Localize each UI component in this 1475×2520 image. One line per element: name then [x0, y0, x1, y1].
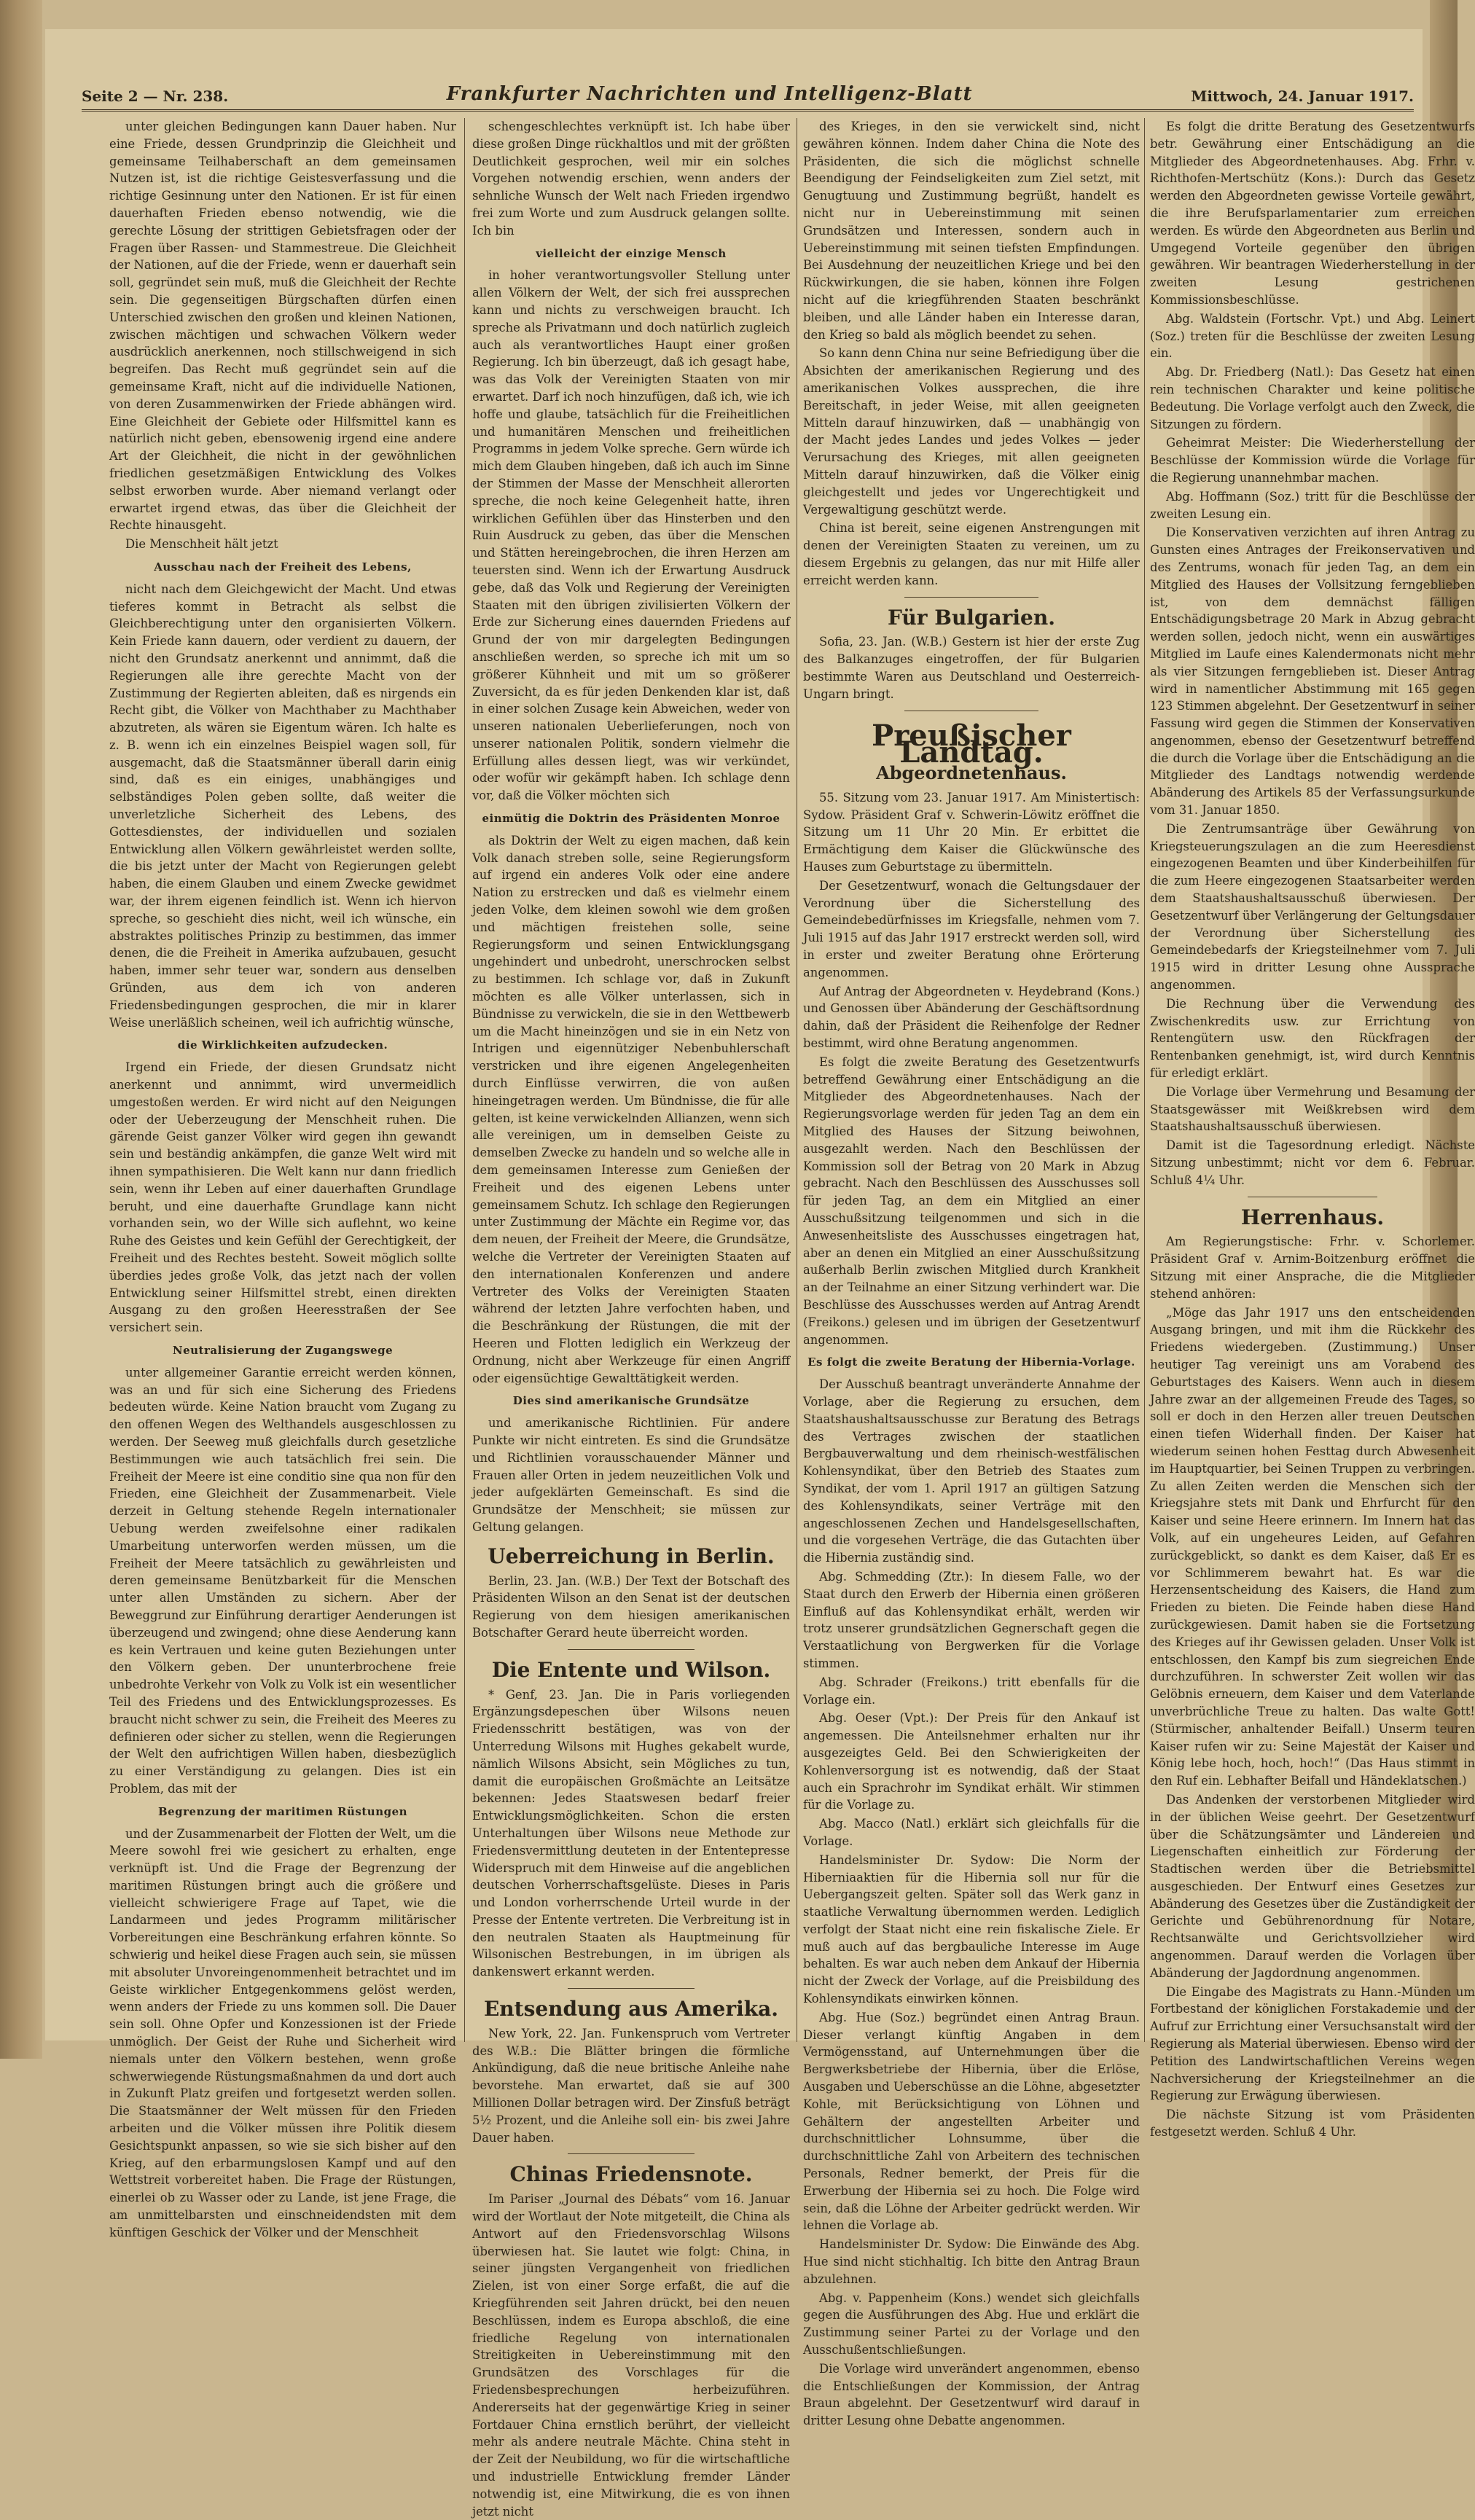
- section-headline: Preußischer Landtag.: [872, 718, 1071, 770]
- paragraph: Sofia, 23. Jan. (W.B.) Gestern ist hier der erste Zug des Balkanzuges eingetroffen, der für Bulgarien bestimmte Waren aus Deutschland und Oesterreich-Ungarn bringt.: [803, 635, 1140, 701]
- article-headline: Entsendung aus Amerika.: [483, 1997, 779, 2022]
- subheading: Neutralisierung der Zugangswege: [172, 1343, 394, 1357]
- subheading: Begrenzung der maritimen Rüstungen: [157, 1804, 408, 1818]
- paragraph: Die Eingabe des Magistrats zu Hann.-Münden um Fortbestand der königlichen Forstakademie und der Aufruf zur Errichtung einer Versuchsanstalt wird der Regierung als Material überwiesen. Ebenso wird der Petition des Landwirtschaftlichen Vereins wegen Nachversicherung der Kriegsteilnehmer an die Regierung zur Erwägung überwiesen.: [1150, 1984, 1475, 2103]
- article-headline: Herrenhaus.: [1240, 1205, 1385, 1229]
- paragraph: Die Rechnung über die Verwendung des Zwischenkredits usw. zur Errichtung von Rentengütern usw. den Rückfragen der Rentenbanken genehmigt, ist, wird durch Kenntnis für erledigt erklärt.: [1150, 996, 1475, 1081]
- paragraph: Der Gesetzentwurf, wonach die Geltungsdauer der Verordnung über die Sicherstellung des Gemeindebedürfnisses im Kriegsfalle, nehmen vom 7. Juli 1915 auf das Jahr 1917 erstreckt werden soll, wird in erster und zweiter Beratung ohne Erörterung angenommen.: [803, 878, 1140, 979]
- issue-date: Mittwoch, 24. Januar 1917.: [1191, 87, 1414, 105]
- paragraph: Berlin, 23. Jan. (W.B.) Der Text der Botschaft des Präsidenten Wilson an den Senat ist der deutschen Regierung von dem hiesigen amerikanischen Botschafter Gerard heute überreicht worden.: [472, 1573, 790, 1640]
- paragraph: Abg. Schrader (Freikons.) tritt ebenfalls für die Vorlage ein.: [803, 1675, 1140, 1707]
- divider: [568, 1649, 695, 1650]
- article-headline: Die Entente und Wilson.: [491, 1657, 771, 1682]
- paragraph: Die Vorlage wird unverändert angenommen, ebenso die Entschließungen der Kommission, der Antrag Braun abgelehnt. Der Gesetzentwurf wird darauf in dritter Lesung ohne Debatte angenommen.: [803, 2361, 1140, 2428]
- newspaper-page: [45, 29, 1475, 2519]
- paragraph: Der Ausschuß beantragt unveränderte Annahme der Vorlage, aber die Regierung zu ersuchen, dem Staatshaushaltsausschusse zur Beratung des Betrags des Vertrages zwischen der staatlichen Bergbauverwaltung und dem rheinisch-westfälischen Kohlensyndikat, über den Betrieb des Staates zum Syndikat, der vom 1. April 1917 an gültigen Satzung des Kohlensyndikats, seiner Verträge mit den angeschlossenen Zechen und Handelsgesellschaften, und die vorgesehen Verträge, die das Gutachten über die Hibernia zuständig sind.: [803, 1377, 1140, 1565]
- paragraph: Damit ist die Tagesordnung erledigt. Nächste Sitzung unbestimmt; nicht vor dem 6. Februar. Schluß 4¼ Uhr.: [1150, 1138, 1475, 1187]
- paragraph: in hoher verantwortungsvoller Stellung unter allen Völkern der Welt, der sich frei aussprechen kann und nichts zu verschweigen braucht. Ich spreche als Privatmann und doch natürlich zugleich auch als verantwortliches Haupt einer großen Regierung. Ich bin überzeugt, daß ich gesagt habe, was das Volk der Vereinigten Staaten von mir erwartet. Darf ich noch hinzufügen, daß ich, wie ich hoffe und glaube, tatsächlich für die Freiheitlichen und humanitären Menschen und freiheitlichen Programms in jedem Volke spreche. Gern würde ich mich dem Glauben hingeben, daß ich auch im Sinne der Stimmen der Masse der Menschheit allerorten spreche, die noch keine Gelegenheit hatte, ihren wirklichen Gefühlen über das Hinsterben und den Ruin Ausdruck zu geben, das über die Menschen und Stätten hereingebrochen, die ihren Herzen am teuersten sind. Wenn ich der Erwartung Ausdruck gebe, daß das Volk und Regierung der Vereinigten Staaten mit den übrigen zivilisierten Völkern der Erde zur Sicherung eines dauernden Friedens auf Grund der von mir dargelegten Bedingungen anschließen werden, so spreche ich mit um so größerer Kühnheit und mit um so größerer Zuversicht, da es für jeden Denkenden klar ist, daß in einer solchen Zusage kein Abweichen, weder von unseren nationalen Ueberlieferungen, noch von unserer nationalen Politik, sondern vielmehr die Erfüllung alles dessen liegt, was wir verkündet, oder wofür wir gekämpft haben. Ich schlage denn vor, daß die Völker möchten sich: [472, 268, 790, 803]
- paragraph: und amerikanische Richtlinien. Für andere Punkte wir nicht eintreten. Es sind die Grundsätze und Richtlinien vorausschauender Männer und Frauen aller Orten in jedem neuzeitlichen Volk und jeder aufgeklärten Gemeinschaft. Es sind die Grundsätze der Menschheit; sie müssen zur Geltung gelangen.: [472, 1416, 790, 1534]
- paragraph: Abg. Macco (Natl.) erklärt sich gleichfalls für die Vorlage.: [803, 1817, 1140, 1848]
- paragraph: Handelsminister Dr. Sydow: Die Einwände des Abg. Hue sind nicht stichhaltig. Ich bitte den Antrag Braun abzulehnen.: [803, 2237, 1140, 2286]
- article-headline: Chinas Friedensnote.: [509, 2162, 753, 2187]
- column-4: [1150, 118, 1475, 2140]
- page-number: Seite 2 — Nr. 238.: [82, 87, 229, 105]
- section-subheadline: Abgeordnetenhaus.: [876, 762, 1067, 784]
- paragraph: 55. Sitzung vom 23. Januar 1917. Am Ministertisch: Sydow. Präsident Graf v. Schwerin-Löwitz eröffnet die Sitzung um 11 Uhr 20 Min. Er erbittet die Ermächtigung dem Kaiser die Glückwünsche des Hauses zum Geburtstage zu übermitteln.: [803, 790, 1140, 874]
- column-1: [109, 118, 457, 2239]
- paragraph: Abg. v. Pappenheim (Kons.) wendet sich gleichfalls gegen die Ausführungen des Abg. Hue und erklärt die Zustimmung seiner Partei zu der Vorlage und den Ausschußentschließungen.: [803, 2290, 1140, 2357]
- subheading: Dies sind amerikanische Grundsätze: [512, 1394, 750, 1408]
- paragraph: als Doktrin der Welt zu eigen machen, daß kein Volk danach streben solle, seine Regierungsform auf irgend ein anderes Volk oder eine andere Nation zu erstrecken und daß es vielmehr einem jeden Volke, dem kleinen sowohl wie dem großen und mächtigen freistehen solle, seine Regierungsform und seinen Entwicklungsgang ungehindert und unbedroht, unerschrocken selbst zu bestimmen. Ich schlage vor, daß in Zukunft möchten es alle Völker unterlassen, sich in Bündnisse zu verwickeln, die sie in den Wettbewerb um die Macht hineinzögen und sie in ein Netz von Intrigen und eigennütziger Nebenbuhlerschaft verstricken und ihre eigenen Angelegenheiten durch Einflüsse verwirren, die von außen hineingetragen werden. Um Bündnisse, die für alle gelten, ist keine verwickelnden Allianzen, wenn sich alle vereinigen, um in demselben Geiste zu demselben Zwecke zu handeln und so welche alle in dem gemeinsamen Interesse zum Genießen der Freiheit und des eigenen Lebens unter gemeinsamem Schutz. Ich schlage den Regierungen unter Zustimmung der Mächte ein Regime vor, das dem neuen, der Freiheit der Meere, die Grundsätze, welche die Vertreter der Vereinigten Staaten auf den internationalen Konferenzen und andere Vertreter des Volks der Vereinigten Staaten während der letzten Jahre verfochten haben, und die Beschränkung der Rüstungen, die mit der Heeren und Flotten lediglich ein Werkzeug der Ordnung, nicht aber Werkzeuge für einen Angriff oder eigensüchtige Gewalttätigkeit werden.: [472, 833, 790, 1385]
- paragraph: „Möge das Jahr 1917 uns den entscheidenden Ausgang bringen, und mit ihm die Rückkehr des Friedens wiedergeben. (Zustimmung.) Unser heutiger Tag vereinigt uns am Vorabend des Geburtstages des Kaisers. Wenn auch in diesem Jahre zwar an der allgemeinen Freude des Tages, so soll er doch in den Herzen aller treuen Deutschen einen tiefen Widerhall finden. Der Kaiser hat wiederum seinen hohen Festtag durch Abwesenheit im Hauptquartier, bei Seinen Truppen zu verbringen. Zu allen Zeiten werden die Menschen sich der Kriegsjahre stets mit Dank und Ehrfurcht für den Kaiser und seine Heere erinnern. Im Innern hat das Volk, auf ein ungeheures Leiden, auf Gefahren zurückgeblickt, so dankt es dem Kaiser, daß Er es vor Schlimmerem bewahrt hat. Es war die Herzensentscheidung des Kaisers, die Hand zum Frieden zu bieten. Die Feinde haben diese Hand zurückgewiesen. Damit haben sie die Fortsetzung des Krieges auf ihr Gewissen geladen. Unser Volk ist entschlossen, den Kampf bis zum siegreichen Ende durchzuführen. In schwerster Zeit wollen wir das Gelöbnis erneuern, dem Kaiser und dem Vaterlande unverbrüchliche Treue zu halten. Das walte Gott! (Stürmischer, anhaltender Beifall.) Unserm teuren Kaiser rufen wir zu: Seine Majestät der Kaiser und König lebe hoch, hoch, hoch!“ (Das Haus stimmt in den Ruf ein. Lebhafter Beifall und Händeklatschen.): [1150, 1305, 1475, 1788]
- paragraph: Abg. Waldstein (Fortschr. Vpt.) und Abg. Leinert (Soz.) treten für die Beschlüsse der zweiten Lesung ein.: [1150, 311, 1475, 361]
- paragraph: China ist bereit, seine eigenen Anstrengungen mit denen der Vereinigten Staaten zu vereinen, um zu diesem Ergebnis zu gelangen, das nur mit Hilfe aller erreicht werden kann.: [803, 521, 1140, 587]
- paragraph: Es folgt die dritte Beratung des Gesetzentwurfs betr. Gewährung einer Entschädigung an die Mitglieder des Abgeordnetenhauses. Abg. Frhr. v. Richthofen-Mertschütz (Kons.): Durch das Gesetz werden den Abgeordneten gewisse Vorteile gewährt, die ihre Berufsparlamentarier zum erreichen werden. Es würde den Abgeordneten aus Berlin und Umgegend Vorteile gegenüber den übrigen gewähren. Wir beantragen Wiederherstellung in der zweiten Lesung gestrichenen Kommissionsbeschlüsse.: [1150, 120, 1475, 307]
- column-rule: [464, 118, 465, 2042]
- paragraph: Abg. Dr. Friedberg (Natl.): Das Gesetz hat einen rein technischen Charakter und keine politische Bedeutung. Die Vorlage verfolgt auch den Zweck, die Sitzungen zu fördern.: [1150, 365, 1475, 431]
- paragraph: Die Konservativen verzichten auf ihren Antrag zu Gunsten eines Antrages der Freikonservativen und des Zentrums, wonach für jeden Tag, an dem ein Mitglied des Hauses der Vollsitzung ferngeblieben ist, von dem demnächst fälligen Entschädigungsbetrage 20 Mark in Abzug gebracht werden sollen, jedoch nicht, wenn ein auswärtiges Mitglied im Laufe eines Kalendermonats nicht mehr als vier Sitzungen ferngeblieben ist. Dieser Antrag wird in namentlicher Abstimmung mit 165 gegen 123 Stimmen abgelehnt. Der Gesetzentwurf in seiner Fassung wird gegen die Stimmen der Konservativen angenommen, ebenso der Gesetzentwurf betreffend die durch die Vorlage über die Entschädigung an die Mitglieder des Landtags notwendig werdende Abänderung des Artikels 85 der Verfassungsurkunde vom 31. Januar 1850.: [1150, 525, 1475, 818]
- paragraph: Abg. Hoffmann (Soz.) tritt für die Beschlüsse der zweiten Lesung ein.: [1150, 489, 1475, 521]
- paragraph: schengeschlechtes verknüpft ist. Ich habe über diese großen Dinge rückhaltlos und mit der größten Deutlichkeit gesprochen, weil mir ein solches Vorgehen notwendig erschien, wenn anders der sehnliche Wunsch der Welt nach Frieden irgendwo frei zum Worte und zum Ausdruck gelangen sollte. Ich bin: [472, 120, 790, 238]
- paragraph: und der Zusammenarbeit der Flotten der Welt, um die Meere sowohl frei wie gesichert zu erhalten, enge verknüpft ist. Und die Frage der Begrenzung der maritimen Rüstungen bringt auch die größere und vielleicht schwierigere Frage auf Tapet, wie die Landarmeen und jedes Programm militärischer Vorbereitungen eine Beschränkung erfahren könnte. So schwierig und heikel diese Fragen auch sein, sie müssen mit absoluter Unvoreingenommenheit betrachtet und im Geiste wirklicher Entgegenkommens gelöst werden, wenn anders der Friede zu uns kommen soll. Die Dauer sein soll. Ohne Opfer und Konzessionen ist der Friede unmöglich. Der Geist der Ruhe und Sicherheit wird niemals unter den Völkern bestehen, wenn große schwerwiegende Rüstungsmaßnahmen da und dort auch in Zukunft Platz greifen und fortgesetzt werden sollen. Die Staatsmänner der Welt müssen für den Frieden arbeiten und die Völker müssen ihre Politik diesem Gesichtspunkt anpassen, so wie sie sich bisher auf den Krieg, auf den erbarmungslosen Kampf und auf den Wettstreit vorbereitet haben. Die Frage der Rüstungen, einerlei ob zu Wasser oder zu Lande, ist jene Frage, die am unmittelbarsten und einschneidendsten mit dem künftigen Geschick der Völker und der Menschheit: [109, 1826, 456, 2239]
- paragraph: Es folgt die zweite Beratung des Gesetzentwurfs betreffend Gewährung einer Entschädigung an die Mitglieder des Abgeordnetenhauses. Nach der Regierungsvorlage werden für jeden Tag an dem ein Mitglied des Hauses der Sitzung beiwohnen, ausgezahlt werden. Nach den Beschlüssen der Kommission soll der Betrag von 20 Mark in Abzug gebracht. Nach den Beschlüssen des Ausschusses soll für jeden Tag, an dem ein Mitglied an einer Ausschußsitzung teilgenommen und sich in die Anwesenheitsliste des Ausschusses eingetragen hat, aber an denen ein Mitglied an einer Ausschußsitzung außerhalb Berlin zwischen Mitglied durch Krankheit an der Teilnahme an einer Sitzung verhindert war. Die Beschlüsse des Ausschusses werden auf Antrag Arendt (Freikons.) gelesen und im übrigen der Gesetzentwurf angenommen.: [803, 1054, 1140, 1347]
- column-2: [472, 118, 790, 2519]
- newspaper-title: Frankfurter Nachrichten und Intelligenz-Blatt: [446, 83, 973, 105]
- paragraph: Abg. Oeser (Vpt.): Der Preis für den Ankauf ist angemessen. Die Anteilsnehmer erhalten nur ihr ausgezeigtes Geld. Bei den Schwierigkeiten der Kohlenversorgung ist es notwendig, daß der Staat auch ein Sprachrohr im Syndikat erhält. Wir stimmen für die Vorlage zu.: [803, 1711, 1140, 1812]
- subheading: Es folgt die zweite Beratung der Hibernia-Vorlage.: [807, 1355, 1135, 1369]
- divider: [568, 2153, 695, 2154]
- column-rule: [1144, 118, 1145, 2042]
- paragraph: Im Pariser „Journal des Débats“ vom 16. Januar wird der Wortlaut der Note mitgeteilt, die China als Antwort auf den Friedensvorschlag Wilsons überwiesen hat. Sie lautet wie folgt: China, in seiner jüngsten Vergangenheit von friedlichen Zielen, ist von einer Sorge erfaßt, die auf die Kriegführenden seit Jahren drückt, bei den neuen Beschlüssen, indem es Europa abschloß, die eine friedliche Regelung von internationalen Streitigkeiten in Uebereinstimmung mit den Grundsätzen des Vorschlages für die Friedensbesprechungen herbeizuführen. Andererseits hat der gegenwärtige Krieg in seiner Fortdauer China ernstlich berührt, der vielleicht mehr als andere neutrale Mächte. China steht in der Zeit der Neubildung, wo für die wirtschaftliche und industrielle Entwicklung fremder Länder notwendig ist, eine Mitwirkung, die es von ihnen jetzt nicht: [472, 2192, 790, 2519]
- paragraph: Auf Antrag der Abgeordneten v. Heydebrand (Kons.) und Genossen über Abänderung der Geschäftsordnung dahin, daß der Präsident die Reihenfolge der Redner bestimmt, wird ohne Beratung angenommen.: [803, 984, 1140, 1051]
- paragraph: nicht nach dem Gleichgewicht der Macht. Und etwas tieferes kommt in Betracht als selbst die Gleichberechtigung unter den organisierten Völkern. Kein Friede kann dauern, oder verdient zu dauern, der nicht den Grundsatz anerkennt und annimmt, daß die Regierungen alle ihre gerechte Macht von der Zustimmung der Regierten ableiten, daß es nirgends ein Recht gibt, die Völker von Machthaber zu Machthaber abzutreten, als wären sie Eigentum wären. Ich halte es z. B. wenn ich ein einzelnes Beispiel wagen soll, für ausgemacht, daß die Staatsmänner überall darin einig sind, daß es ein einiges, unabhängiges und selbständiges Polen geben sollte, daß weiter die unverletzliche Sicherheit des Lebens, des Gottesdienstes, der individuellen und sozialen Entwicklung allen Völkern gewährleistet werden sollte, die bis jetzt unter der Macht von Regierungen gelebt haben, die einem Glauben und einem Zwecke gewidmet war, der ihrem eigenen feindlich ist. Wenn ich hiervon spreche, so geschieht dies nicht, weil ich wünsche, ein abstraktes politisches Prinzip zu bestimmen, das immer denen, die die Freiheit in Amerika aufzubauen, gesucht haben, immer sehr teuer war, sondern aus denselben Gründen, aus dem ich von anderen Friedensbedingungen gesprochen, die mir in klarer Weise unerläßlich scheinen, weil ich aufrichtig wünsche,: [109, 582, 456, 1030]
- divider: [904, 597, 1039, 598]
- subheading: Ausschau nach der Freiheit des Lebens,: [154, 560, 412, 574]
- masthead: [82, 71, 1414, 111]
- paragraph: Die Vorlage über Vermehrung und Besamung der Staatsgewässer mit Weißkrebsen wird dem Staatshaushaltsausschuß überwiesen.: [1150, 1084, 1475, 1134]
- paragraph: New York, 22. Jan. Funkenspruch vom Vertreter des W.B.: Die Blätter bringen die förmliche Ankündigung, daß die neue britische Anleihe nahe bevorstehe. Man erwartet, daß sie auf 300 Millionen Dollar betragen wird. Der Zinsfuß beträgt 5½ Prozent, und die Anleihe soll ein- bis zwei Jahre Dauer haben.: [472, 2026, 790, 2145]
- paragraph: Die Menschheit hält jetzt: [125, 537, 278, 552]
- paragraph: Irgend ein Friede, der diesen Grundsatz nicht anerkennt und annimmt, wird unvermeidlich umgestoßen werden. Er wird nicht auf den Neigungen oder der Ueberzeugung der Menschheit ruhen. Die gärende Geist ganzer Völker wird gegen ihn gewandt sein und beständig ankämpfen, die ganze Welt wird mit ihnen sympathisieren. Die Welt kann nur dann friedlich sein, wenn ihr Leben auf einer dauerhaften Grundlage beruht, und eine dauerhafte Grundlage kann nicht vorhanden sein, wo der Wille sich auflehnt, wo keine Ruhe des Geistes und kein Gefühl der Gerechtigkeit, der Freiheit und des Rechtes besteht. Soweit möglich sollte überdies jedes große Volk, das jetzt nach der vollen Entwicklung seiner Hilfsmittel strebt, einen direkten Ausgang zu den großen Heeresstraßen der See versichert sein.: [109, 1060, 456, 1335]
- article-headline: Ueberreichung in Berlin.: [488, 1543, 775, 1568]
- paragraph: Die nächste Sitzung ist vom Präsidenten festgesetzt werden. Schluß 4 Uhr.: [1150, 2108, 1475, 2140]
- subheading: vielleicht der einzige Mensch: [536, 246, 727, 260]
- column-3: [803, 118, 1140, 2428]
- paragraph: Die Zentrumsanträge über Gewährung von Kriegsteuerungszulagen an die zum Heeresdienst eingezogenen Beamten und über Kinderbeihilfen für die zum Heere eingezogenen Staatsarbeiter werden dem Staatshaushaltsausschuß überwiesen. Der Gesetzentwurf über Verlängerung der Geltungsdauer der Verordnung über Sicherstellung des Gemeindebedarfs der Kriegsteilnehmer vom 7. Juli 1915 wird in dritter Lesung ohne Aussprache angenommen.: [1150, 821, 1475, 993]
- paragraph: Am Regierungstische: Frhr. v. Schorlemer. Präsident Graf v. Arnim-Boitzenburg eröffnet die Sitzung mit einer Ansprache, die die Mitglieder stehend anhören:: [1150, 1234, 1475, 1301]
- paragraph: Handelsminister Dr. Sydow: Die Norm der Hiberniaaktien für die Hibernia soll nur für die Uebergangszeit gelten. Später soll das Werk ganz in staatliche Verwaltung übernommen werden. Lediglich verfolgt der Staat nicht eine rein fiskalische Ziele. Er muß auch auf das bergbauliche Interesse im Auge behalten. Es war auch neben dem Ankauf der Hibernia nicht der Zweck der Vorlage, auf die Preisbildung des Kohlensyndikats einwirken können.: [803, 1852, 1140, 2006]
- book-binding-edge: [0, 0, 42, 2059]
- paragraph: unter allgemeiner Garantie erreicht werden können, was an und für sich eine Sicherung des Friedens bedeuten würde. Keine Nation braucht vom Zugang zu den offenen Wegen des Welthandels ausgeschlossen zu werden. Der Seeweg muß gleichfalls durch gesetzliche Bestimmungen wie auch tatsächlich frei sein. Die Freiheit der Meere ist eine conditio sine qua non für den Frieden, eine Gleichheit der Zusammenarbeit. Viele derzeit in Geltung stehende Regeln internationaler Uebung werden zweifelsohne einer radikalen Umarbeitung unterworfen werden müssen, um die Freiheit der Meere tatsächlich zu gewährleisten und deren gemeinsame Benützbarkeit für die Menschen unter allen Umständen zu sichern. Aber der Beweggrund zur Einführung derartiger Aenderungen ist überzeugend und zwingend; ohne diese Aenderung kann es kein Vertrauen und keine guten Beziehungen unter den Völkern geben. Der ununterbrochene freie unbedrohte Verkehr von Volk zu Volk ist ein wesentlicher Teil des Friedens und des Entwicklungsprozesses. Es braucht nicht schwer zu sein, die Freiheit des Meeres zu definieren oder sicher zu stellen, wenn die Regierungen der Welt den aufrichtigen Willen haben, diesbezüglich zu einer Verständigung zu gelangen. Dies ist ein Problem, das mit der: [109, 1365, 457, 1796]
- paragraph: Das Andenken der verstorbenen Mitglieder wird in der üblichen Weise geehrt. Der Gesetzentwurf über die Schätzungsämter und Ländereien und Liegenschaften einheitlich zur Förderung der Stadtischen werden über die Betriebsmittel ausgeschieden. Der Entwurf eines Gesetzes zur Abänderung des Gesetzes über die Zuständigkeit der Gerichte und Gebührenordnung für Notare, Rechtsanwälte und Gerichtsvollzieher wird angenommen. Darauf werden die Vorlagen über Abänderung der Jagdordnung angenommen.: [1150, 1792, 1475, 1980]
- divider: [568, 1988, 695, 1989]
- paragraph: des Krieges, in den sie verwickelt sind, nicht gewähren können. Indem daher China die Note des Präsidenten, die sich die möglichst schnelle Beendigung der Feindseligkeiten zum Ziel setzt, mit Genugtuung und Zustimmung begrüßt, handelt es nicht nur in Uebereinstimmung mit seinen Grundsätzen und Interessen, sondern auch in Uebereinstimmung mit seinen tiefsten Empfindungen. Bei Ausdehnung der neuzeitlichen Kriege und bei den Rückwirkungen, die sie haben, können ihre Folgen nicht auf die kriegführenden Staaten beschränkt bleiben, und alle Länder haben ein Interesse daran, den Krieg so bald als möglich beendet zu sehen.: [803, 120, 1140, 342]
- paragraph: unter gleichen Bedingungen kann Dauer haben. Nur eine Friede, dessen Grundprinzip die Gleichheit und gemeinsame Teilhaberschaft an dem gemeinsamen Nutzen ist, ist die richtige Geistesverfassung und die richtige Gesinnung unter den Nationen. Er ist für einen dauerhaften Frieden ebenso notwendig, wie die gerechte Lösung der strittigen Gebietsfragen oder der Fragen über Rassen- und Stammestreue. Die Gleichheit der Nationen, auf die der Friede, wenn er dauerhaft sein soll, gegründet sein muß, muß die Gleichheit der Rechte sein. Die gegenseitigen Bürgschaften dürfen einen Unterschied zwischen den großen und kleinen Nationen, zwischen mächtigen und schwachen Völkern weder ausdrücklich anerkennen, noch stillschweigend in sich begreifen. Das Recht muß gegründet sein auf die gemeinsame Kraft, nicht auf die individuelle Nationen, von deren Zusammenwirken der Friede abhängen wird. Eine Gleichheit der Gebiete oder Hilfsmittel kann es natürlich nicht geben, ebensowenig irgend eine andere Art der Gleichheit, die nicht in der gewöhnlichen friedlichen gesetzmäßigen Entwicklung des Volkes selbst erworben wurde. Aber niemand verlangt oder erwartet irgend etwas, das über die Gleichheit der Rechte hinausgeht.: [109, 120, 456, 533]
- paragraph: Abg. Schmedding (Ztr.): In diesem Falle, wo der Staat durch den Erwerb der Hibernia einen größeren Einfluß auf das Kohlensyndikat erhält, werden wir trotz unserer grundsätzlichen Gegnerschaft gegen die Verstaatlichung von Bergwerken für die Vorlage stimmen.: [803, 1569, 1140, 1670]
- paragraph: So kann denn China nur seine Befriedigung über die Absichten der amerikanischen Regierung und des amerikanischen Volkes aussprechen, die ihre Bereitschaft, in jeder Weise, mit allen geeigneten Mitteln darauf hinzuwirken, daß — unabhängig von der Macht jedes Landes und jedes Volkes — jeder Verursachung des Krieges, mit allen geeigneten Mitteln darauf hinzuwirken, daß die Völker einig gleichgestellt und jedes vor Ungerechtigkeit und Vergewaltigung geschützt werde.: [803, 346, 1140, 517]
- subheading: einmütig die Doktrin des Präsidenten Monroe: [482, 812, 780, 826]
- paragraph: Abg. Hue (Soz.) begründet einen Antrag Braun. Dieser verlangt künftig Angaben in dem Vermögensstand, auf Unternehmungen über die Bergwerksbetriebe der Hibernia, über die Erlöse, Ausgaben und Ueberschüsse an die Löhne, abgesetzter Kohle, mit Berücksichtigung von Löhnen und Gehältern der angestellten Arbeiter und durchschnittlicher Lohnsumme, über die durchschnittliche Zahl von Arbeitern des technischen Personals, Redner bemerkt, der Preis für die Erwerbung der Hibernia sei zu hoch. Die Folge wird sein, daß die Löhne der Arbeiter gedrückt werden. Wir lehnen die Vorlage ab.: [803, 2010, 1140, 2233]
- article-headline: Für Bulgarien.: [888, 605, 1055, 630]
- paragraph: Geheimrat Meister: Die Wiederherstellung der Beschlüsse der Kommission würde die Vorlage für die Regierung unannehmbar machen.: [1150, 436, 1475, 485]
- subheading: die Wirklichkeiten aufzudecken.: [177, 1038, 388, 1052]
- paragraph: * Genf, 23. Jan. Die in Paris vorliegenden Ergänzungsdepeschen über Wilsons neuen Friedensschritt bestätigen, was von der Unterredung Wilsons mit Hughes gekabelt wurde, nämlich Wilsons Absicht, sein Mögliches zu tun, damit die europäischen Großmächte an Leitsätze bekennen: Jedes Staatswesen bedarf freier Entwicklungsmöglichkeiten. Schon die ersten Unterhaltungen über Wilsons neue Methode zur Friedensvermittlung deuteten in der Ententepresse Widerspruch mit dem Hinweise auf die angeblichen deutschen Vorherrschaftsgelüste. Dieses in Paris und London vorherrschende Urteil wurde in der Presse der Entente vertreten. Die Verbreitung ist in den neutralen Staaten als Hauptmeinung für Wilsonischen Bestrebungen, in im übrigen als dankenswert erkannt werden.: [472, 1687, 790, 1979]
